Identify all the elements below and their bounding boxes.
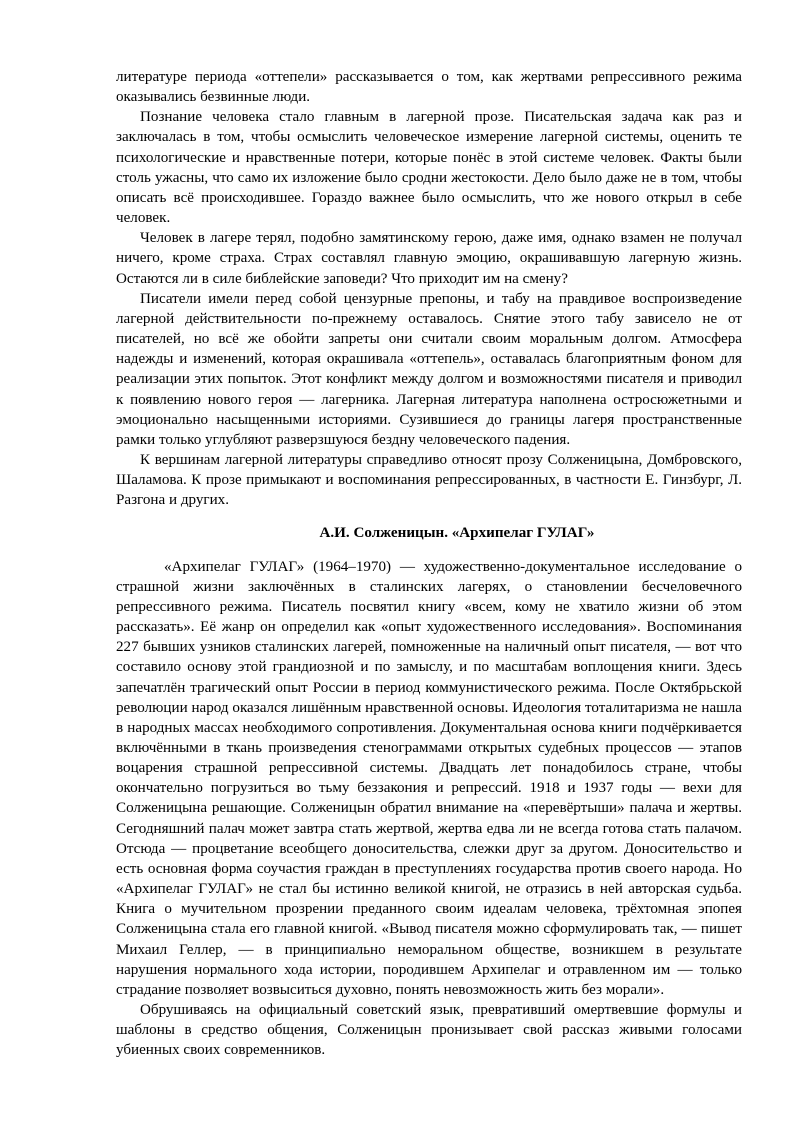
paragraph-censorship: Писатели имели перед собой цензурные препоны, и табу на правдивое воспроизведение лагерной действительности по-прежнему оставалось. Снятие этого табу зависело не от писателей, но всё же обойти запреты они считали своим моральным долгом. Атмосфера надежды и изменений, которая окрашивала «оттепель», оставалась благоприятным фоном для реализации этих попыток. Этот конфликт между долгом и возможностями писателя и приводил к появлению нового героя — лагерника. Лагерная литература наполнена остросюжетными и эмоционально насыщенными историями. Сузившиеся до границы лагеря пространственные рамки только углубляют разверзшуюся бездну человеческого падения. — [116, 290, 742, 448]
paragraph-cognition: Познание человека стало главным в лагерной прозе. Писательская задача как раз и заключалась в том, чтобы осмыслить человеческое измерение лагерной системы, оценить те психологические и нравственные потери, которые понёс в этой системе человек. Факты были столь ужасны, что само их изложение было сродни жестокости. Дело было даже не в том, чтобы описать всё происходившее. Гораздо важнее было осмыслить, что же нового открыл в себе человек. — [116, 109, 742, 227]
paragraph-summits: К вершинам лагерной литературы справедливо относят прозу Солженицына, Домбровского, Шаламова. К прозе примыкают и воспоминания репрессированных, в частности Е. Гинзбург, Л. Разгона и других. — [116, 451, 742, 509]
paragraph-gulag-archipelago: «Архипелаг ГУЛАГ» (1964–1970) — художественно-документальное исследование о страшной жизни заключённых в сталинских лагерях, о становлении бесчеловечного репрессивного режима. Писатель посвятил книгу «всем, кому не хватило жизни об этом рассказать». Её жанр он определил как «опыт художественного исследования». Воспоминания 227 бывших узников сталинских лагерей, помноженные на наличный опыт писателя, — вот что составило основу этой грандиозной и по замыслу, и по масштабам воплощения книги. Здесь запечатлён трагический опыт России в период коммунистического режима. После Октябрьской революции народ оказался лишённым нравственной основы. Идеология тоталитаризма не нашла в народных массах необходимого сопротивления. Документальная основа книги подчёркивается включёнными в ткань произведения стенограммами открытых судебных процессов — этапов воцарения страшной репрессивной системы. Двадцать лет понадобилось стране, чтобы окончательно погрузиться во тьму беззакония и репрессий. 1918 и 1937 годы — вехи для Солженицына решающие. Солженицын обратил внимание на «перевёртыши» палача и жертвы. Сегодняшний палач может завтра стать жертвой, жертва едва ли не всегда готова стать палачом. Отсюда — процветание всеобщего доносительства, слежки друг за другом. Доносительство и есть основная форма соучастия граждан в преступлениях государства против своего народа. Но «Архипелаг ГУЛАГ» не стал бы истинно великой книгой, не отразись в ней авторская судьба. Книга о мучительном прозрении преданного своим идеалам человека, трёхтомная эпопея Солженицына стала его главной книгой. «Вывод писателя можно сформулировать так, — пишет Михаил Геллер, — в принципиально неморальном обществе, возникшем в результате нарушения нормального хода истории, породившем Архипелаг и отравленном им — только страдание позволяет возвыситься духовно, понять невозможность жить без морали». — [116, 558, 742, 998]
paragraph-continuation: литературе периода «оттепели» рассказывается о том, как жертвами репрессивного режима оказывались безвинные люди. — [116, 69, 742, 106]
paragraph-fear: Человек в лагере терял, подобно замятинскому герою, даже имя, однако взамен не получал ничего, кроме страха. Страх составлял главную эмоцию, окрашивавшую лагерную жизнь. Остаются ли в силе библейские заповеди? Что приходит им на смену? — [116, 230, 742, 287]
paragraph-language: Обрушиваясь на официальный советский язык, превративший омертвевшие формулы и шаблоны в средство общения, Солженицын пронизывает свой рассказ живыми голосами убиенных своих современников. — [116, 1002, 742, 1059]
document-page — [116, 67, 742, 1061]
section-heading: А.И. Солженицын. «Архипелаг ГУЛАГ» — [319, 525, 595, 542]
